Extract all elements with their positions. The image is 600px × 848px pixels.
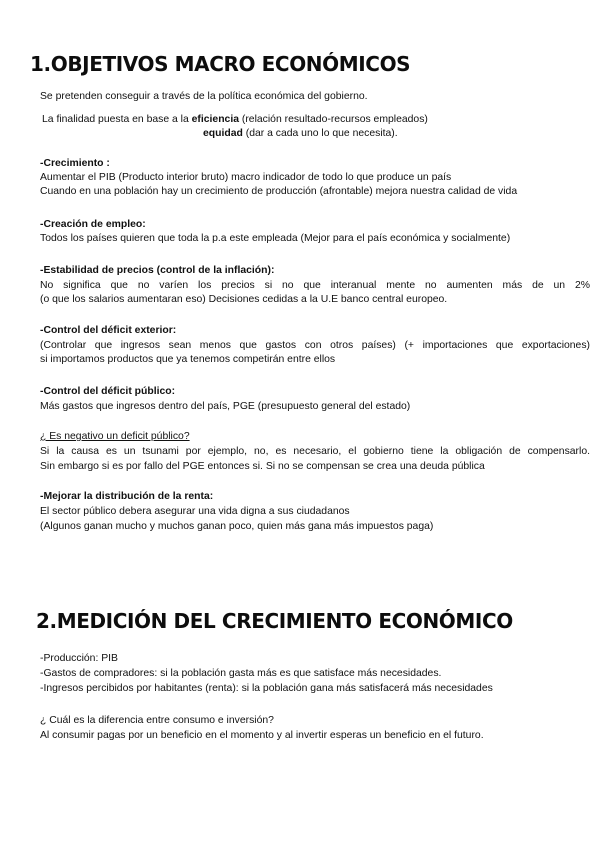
negativo-question-text: ¿ Es negativo un deficit público?: [40, 431, 190, 442]
deficit-exterior-line-1: (Controlar que ingresos sean menos que gastos con otros países) (+ importaciones que exportaciones): [40, 340, 590, 351]
finalidad-post-2: (dar a cada uno lo que necesita).: [242, 128, 398, 139]
empleo-line-1: Todos los países quieren que toda la p.a este empleada (Mejor para el país económica y socialmente): [40, 233, 511, 244]
medicion-line-1: -Producción: PIB: [40, 653, 118, 664]
deficit-publico-heading: [40, 385, 175, 398]
finalidad-post-1: (relación resultado-recursos empleados): [239, 114, 428, 125]
section-2-title: 2.MEDICIÓN DEL CRECIMIENTO ECONÓMICO: [36, 609, 513, 633]
eficiencia-term: eficiencia: [191, 114, 239, 125]
finalidad-line-2: [203, 127, 398, 140]
finalidad-pre: La finalidad puesta en base a la: [42, 114, 192, 125]
distribucion-line-1: El sector público debera asegurar una vida digna a sus ciudadanos: [40, 506, 350, 517]
intro-text: Se pretenden conseguir a través de la política económica del gobierno.: [40, 91, 368, 102]
negativo-line-1: Si la causa es un tsunami por ejemplo, no, es necesario, el gobierno tiene la obligación de compensarlo.: [40, 446, 590, 457]
precios-heading: [40, 264, 274, 277]
consumo-answer: Al consumir pagas por un beneficio en el momento y al invertir esperas un beneficio en el futuro.: [40, 730, 484, 741]
empleo-heading: [40, 218, 146, 231]
distribucion-heading-text: -Mejorar la distribución de la renta:: [40, 491, 214, 502]
crecimiento-heading: [40, 157, 110, 170]
deficit-publico-heading-text: -Control del déficit público:: [40, 386, 176, 397]
deficit-exterior-heading: [40, 324, 176, 337]
deficit-exterior-line-2: si importamos productos que ya tenemos competirán entre ellos: [40, 354, 336, 365]
section-1-title: 1.OBJETIVOS MACRO ECONÓMICOS: [30, 52, 411, 76]
medicion-line-2: -Gastos de compradores: si la población gasta más es que satisface más necesidades.: [40, 668, 442, 679]
deficit-publico-line-1: Más gastos que ingresos dentro del país, PGE (presupuesto general del estado): [40, 401, 411, 412]
deficit-exterior-heading-text: -Control del déficit exterior:: [40, 325, 177, 336]
negativo-question: [40, 430, 190, 443]
precios-line-1: No significa que no varíen los precios si no que interanual mente no aumenten más de un 2%: [40, 280, 590, 291]
medicion-line-3: -Ingresos percibidos por habitantes (renta): si la población gana más satisfacerá más necesidades: [40, 683, 493, 694]
equidad-term: equidad: [203, 128, 243, 139]
negativo-line-2: Sin embargo si es por fallo del PGE entonces si. Si no se compensan se crea una deuda pública: [40, 461, 485, 472]
consumo-question: ¿ Cuál es la diferencia entre consumo e inversión?: [40, 715, 274, 726]
empleo-heading-text: -Creación de empleo:: [40, 219, 146, 230]
precios-heading-text: -Estabilidad de precios (control de la inflación):: [40, 265, 275, 276]
crecimiento-line-2: Cuando en una población hay un crecimiento de producción (afrontable) mejora nuestra calidad de vida: [40, 186, 518, 197]
crecimiento-line-1: Aumentar el PIB (Producto interior bruto) macro indicador de todo lo que produce un país: [40, 172, 452, 183]
distribucion-line-2: (Algunos ganan mucho y muchos ganan poco, quien más gana más impuestos paga): [40, 521, 434, 532]
crecimiento-heading-text: -Crecimiento :: [40, 158, 110, 169]
finalidad-line-1: [42, 113, 428, 126]
precios-line-2: (o que los salarios aumentaran eso) Decisiones cedidas a la U.E banco central europeo.: [40, 294, 448, 305]
distribucion-heading: [40, 490, 213, 503]
